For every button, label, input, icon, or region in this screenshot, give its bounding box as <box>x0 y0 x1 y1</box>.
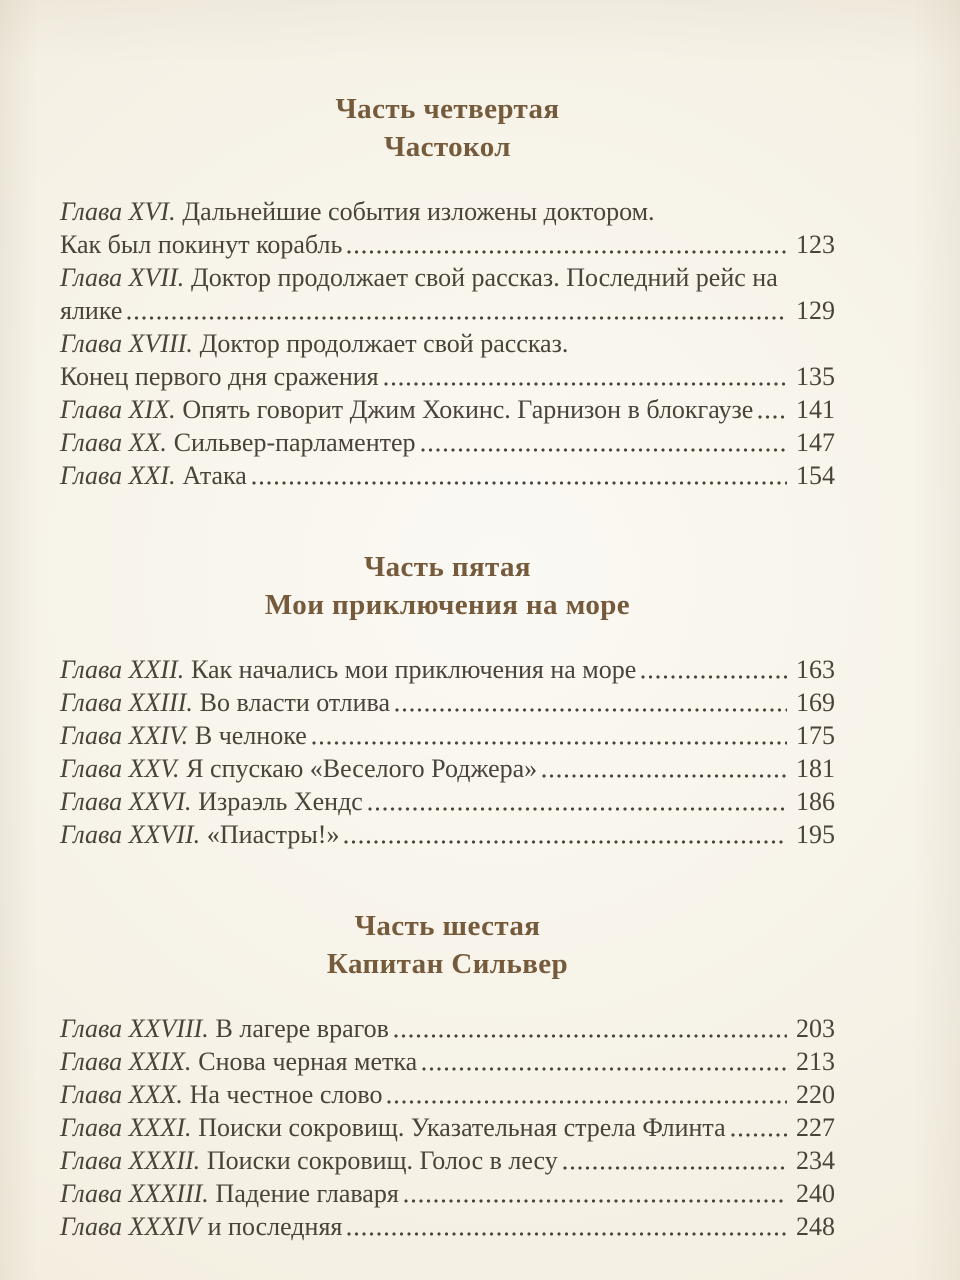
entry-text <box>60 1078 382 1111</box>
entry-text <box>60 818 339 851</box>
toc-entry <box>60 1177 835 1210</box>
entry-text <box>60 261 778 294</box>
entry-text <box>60 327 568 360</box>
page-number: 141 <box>796 395 835 424</box>
chapter-number-label: Глава XVI. <box>60 197 176 226</box>
entry-text <box>60 719 307 752</box>
chapter-title: Сильвер-парламентер <box>173 428 416 457</box>
toc-entry <box>60 719 835 752</box>
toc-entry <box>60 1045 835 1078</box>
chapter-title: Дальнейшие события изложены доктором. <box>182 197 655 226</box>
chapter-title: Атака <box>182 461 247 490</box>
chapter-number-label: Глава XXIV. <box>60 721 189 750</box>
toc-entry <box>60 1111 835 1144</box>
entry-text <box>60 393 753 426</box>
entry-text <box>60 1144 558 1177</box>
toc-entry <box>60 1012 835 1045</box>
toc-entry-continuation <box>60 228 835 261</box>
entry-text <box>60 785 363 818</box>
dot-leader <box>342 228 791 261</box>
part-subtitle: Капитан Сильвер <box>326 948 569 980</box>
chapter-title: Снова черная метка <box>198 1047 418 1076</box>
entry-text <box>60 1045 417 1078</box>
chapter-number-label: Глава XXII. <box>60 655 185 684</box>
page-number: 248 <box>796 1212 835 1241</box>
entry-text <box>60 360 379 393</box>
toc-entry <box>60 686 835 719</box>
entry-text <box>60 294 122 327</box>
chapter-number-label: Глава XX. <box>60 428 167 457</box>
chapter-number-label: Глава XXVIII. <box>60 1014 209 1043</box>
part-section-four <box>60 90 835 492</box>
part-title: Часть пятая <box>363 551 532 583</box>
chapter-number-label: Глава XXX. <box>60 1080 183 1109</box>
dot-leader <box>363 785 791 818</box>
chapter-title: Как начались мои приключения на море <box>191 655 637 684</box>
part-subtitle: Частокол <box>384 131 511 163</box>
page-number: 234 <box>796 1146 835 1175</box>
dot-leader <box>636 653 791 686</box>
entry-text <box>60 1210 342 1243</box>
page-number: 135 <box>796 362 835 391</box>
entry-text <box>60 686 390 719</box>
toc-entry-continuation <box>60 294 835 327</box>
toc-entry <box>60 327 835 360</box>
dot-leader <box>726 1111 791 1144</box>
entry-text <box>60 1012 389 1045</box>
page-number: 240 <box>796 1179 835 1208</box>
page-number: 203 <box>796 1014 835 1043</box>
chapter-title: Во власти отлива <box>199 688 391 717</box>
entry-text <box>60 228 342 261</box>
chapter-number-label: Глава XXXIII. <box>60 1179 209 1208</box>
toc-list <box>60 195 835 492</box>
entry-text <box>60 426 416 459</box>
toc-entry <box>60 195 835 228</box>
chapter-title: Поиски сокровищ. Голос в лесу <box>206 1146 558 1175</box>
page-number: 186 <box>796 787 835 816</box>
chapter-number-label: Глава XIX. <box>60 395 176 424</box>
chapter-number-label: Глава XXVI. <box>60 787 192 816</box>
chapter-title: Поиски сокровищ. Указательная стрела Флинта <box>198 1113 726 1142</box>
chapter-title: В челноке <box>194 721 307 750</box>
toc-entry <box>60 1210 835 1243</box>
entry-text <box>60 459 247 492</box>
dot-leader <box>416 426 791 459</box>
chapter-number-label: Глава XXXIV <box>60 1212 201 1241</box>
page-number: 227 <box>796 1113 835 1142</box>
dot-leader <box>390 686 791 719</box>
chapter-title: ялике <box>60 296 123 325</box>
page-number: 169 <box>796 688 835 717</box>
toc-entry <box>60 653 835 686</box>
chapter-number-label: Глава XXXI. <box>60 1113 192 1142</box>
page-number: 220 <box>796 1080 835 1109</box>
dot-leader <box>417 1045 791 1078</box>
page-number: 123 <box>796 230 835 259</box>
page-number: 129 <box>796 296 835 325</box>
entry-text <box>60 195 655 228</box>
toc-entry <box>60 426 835 459</box>
page-number: 195 <box>796 820 835 849</box>
part-subtitle: Мои приключения на море <box>264 589 631 621</box>
dot-leader <box>247 459 791 492</box>
chapter-number-label: Глава XVIII. <box>60 329 193 358</box>
dot-leader <box>399 1177 791 1210</box>
chapter-number-label: Глава XXI. <box>60 461 176 490</box>
part-title: Часть шестая <box>354 910 541 942</box>
chapter-number-label: Глава XXIII. <box>60 688 193 717</box>
toc-entry <box>60 752 835 785</box>
part-section-six <box>60 907 835 1243</box>
toc-entry <box>60 393 835 426</box>
dot-leader <box>379 360 791 393</box>
toc-list <box>60 1012 835 1243</box>
dot-leader <box>558 1144 791 1177</box>
toc-entry-continuation <box>60 360 835 393</box>
chapter-number-label: Глава XVII. <box>60 263 185 292</box>
chapter-title: В лагере врагов <box>215 1014 389 1043</box>
dot-leader <box>382 1078 791 1111</box>
toc-entry <box>60 785 835 818</box>
chapter-number-label: Глава XXV. <box>60 754 180 783</box>
chapter-title: Конец первого дня сражения <box>60 362 379 391</box>
page-number: 147 <box>796 428 835 457</box>
part-heading <box>60 90 835 166</box>
entry-text <box>60 1177 399 1210</box>
chapter-number-label: Глава XXVII. <box>60 820 201 849</box>
chapter-title: и последняя <box>207 1212 343 1241</box>
page-number: 175 <box>796 721 835 750</box>
chapter-title: Я спускаю «Веселого Роджера» <box>186 754 538 783</box>
chapter-title: Падение главаря <box>215 1179 399 1208</box>
chapter-title: «Пиастры!» <box>206 820 340 849</box>
toc-entry <box>60 1144 835 1177</box>
toc-entry <box>60 1078 835 1111</box>
dot-leader <box>307 719 791 752</box>
chapter-number-label: Глава XXXII. <box>60 1146 201 1175</box>
toc-entry <box>60 459 835 492</box>
chapter-title: Доктор продолжает свой рассказ. <box>199 329 569 358</box>
chapter-number-label: Глава XXIX. <box>60 1047 192 1076</box>
page-number: 181 <box>796 754 835 783</box>
chapter-title: На честное слово <box>189 1080 383 1109</box>
dot-leader <box>537 752 791 785</box>
page-number: 154 <box>796 461 835 490</box>
entry-text <box>60 1111 726 1144</box>
toc-list <box>60 653 835 851</box>
dot-leader <box>339 818 791 851</box>
dot-leader <box>753 393 791 426</box>
chapter-title: Опять говорит Джим Хокинс. Гарнизон в блокгаузе <box>182 395 754 424</box>
dot-leader <box>342 1210 791 1243</box>
part-section-five <box>60 548 835 851</box>
toc-entry <box>60 818 835 851</box>
chapter-title: Доктор продолжает свой рассказ. Последний рейс на <box>191 263 778 292</box>
page-number: 213 <box>796 1047 835 1076</box>
chapter-title: Как был покинут корабль <box>60 230 343 259</box>
entry-text <box>60 653 636 686</box>
chapter-title: Израэль Хендс <box>198 787 363 816</box>
page-number: 163 <box>796 655 835 684</box>
dot-leader <box>122 294 791 327</box>
part-heading <box>60 548 835 624</box>
dot-leader <box>389 1012 791 1045</box>
part-heading <box>60 907 835 983</box>
toc-entry <box>60 261 835 294</box>
entry-text <box>60 752 537 785</box>
part-title: Часть четвертая <box>335 93 560 125</box>
